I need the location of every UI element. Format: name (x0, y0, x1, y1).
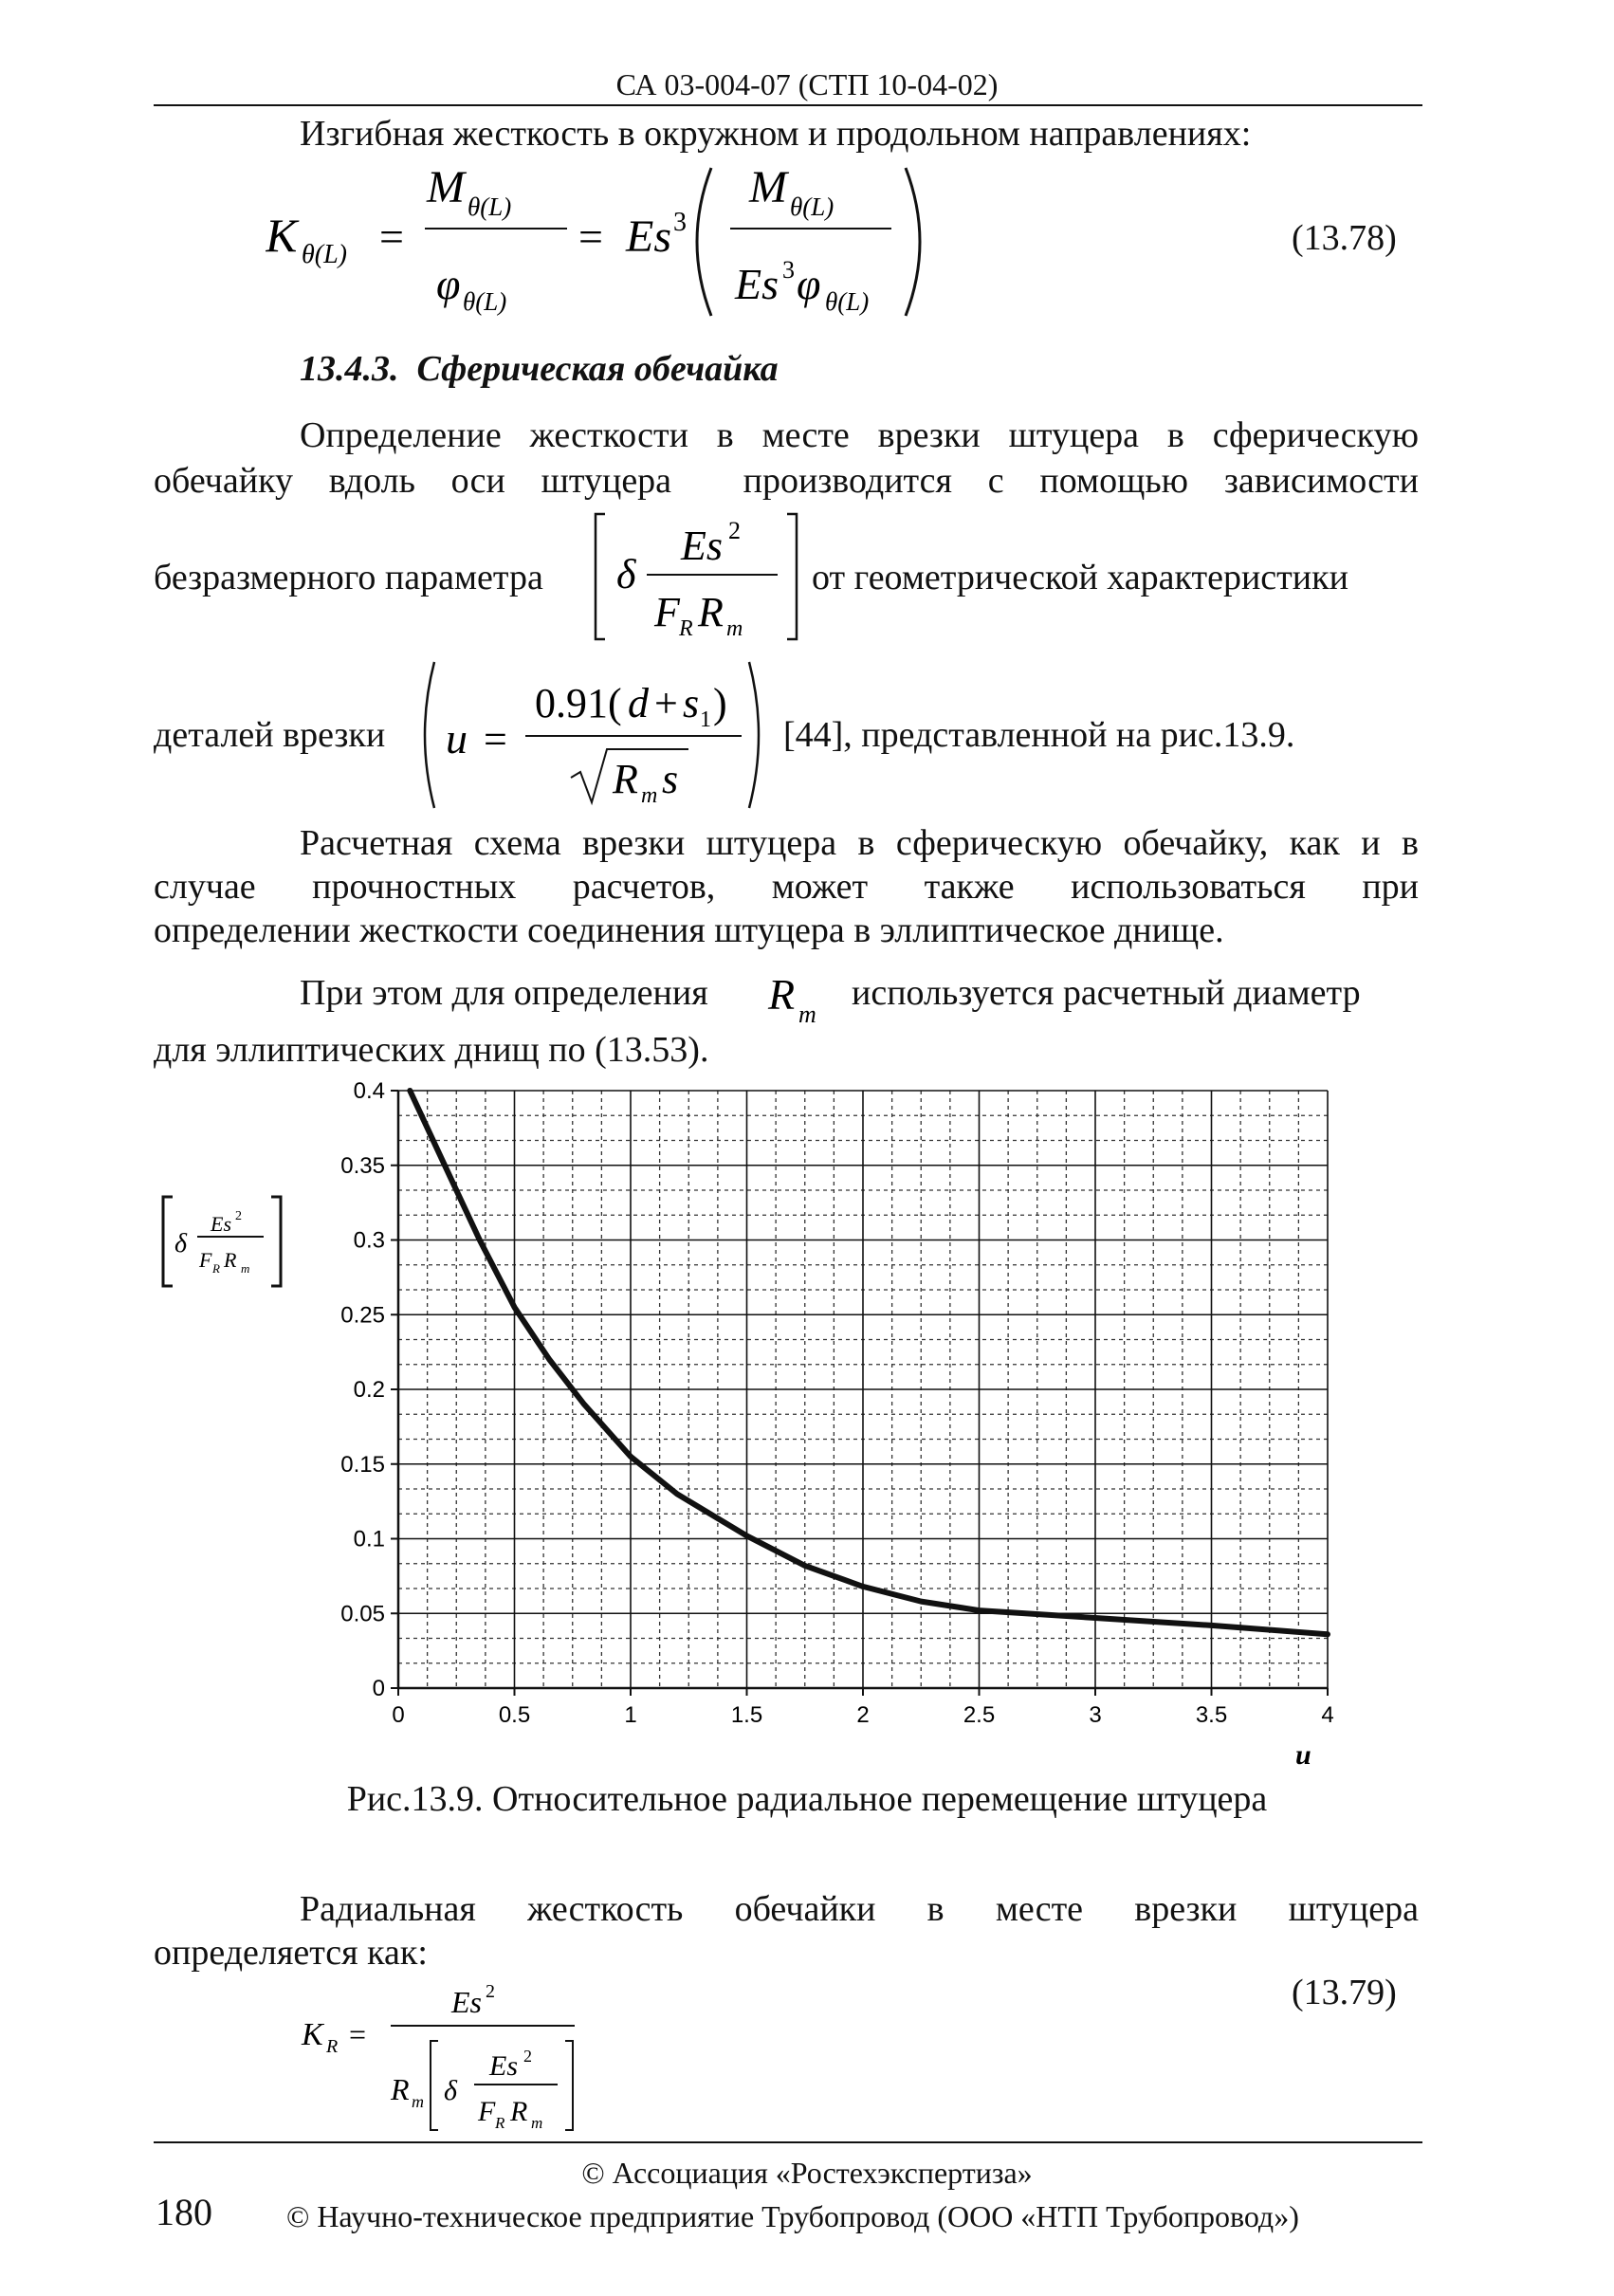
x-tick-label: 3.5 (1195, 1702, 1228, 1728)
svg-text:s: s (662, 756, 679, 802)
svg-text:θ(L): θ(L) (790, 193, 835, 221)
y-tick-label: 0.2 (353, 1377, 385, 1403)
paragraph-3-line-3: определении жесткости соединения штуцера в эллиптическое днище. (154, 910, 1224, 950)
svg-text:R: R (326, 2036, 339, 2057)
svg-text:s: s (683, 680, 700, 726)
svg-text:R: R (679, 616, 693, 641)
svg-text:Es: Es (451, 1985, 482, 2019)
svg-text:δ: δ (444, 2075, 457, 2106)
svg-text:Es: Es (626, 211, 671, 262)
svg-text:+: + (654, 680, 678, 726)
section-heading: 13.4.3. Сферическая обечайка (300, 349, 779, 389)
svg-text:R: R (768, 970, 796, 1019)
svg-text:Es: Es (489, 2050, 518, 2082)
paragraph-2-line-3-left: безразмерного параметра (154, 558, 543, 597)
x-tick-label: 0.5 (498, 1702, 531, 1728)
svg-text:=: = (379, 212, 404, 261)
svg-text:2: 2 (235, 1209, 242, 1223)
svg-text:m: m (798, 1001, 816, 1028)
svg-text:2: 2 (728, 517, 741, 544)
paragraph-4-line-1-left: При этом для определения (300, 973, 708, 1013)
svg-text:3: 3 (673, 208, 687, 237)
svg-text:M: M (427, 162, 465, 212)
svg-text:d: d (628, 680, 649, 726)
footer-copyright-1: © Ассоциация «Ростехэкспертиза» (581, 2156, 1033, 2190)
y-tick-label: 0.15 (340, 1451, 385, 1478)
svg-text:): ) (713, 680, 727, 726)
paragraph-4-line-2: для эллиптических днищ по (13.53). (154, 1030, 709, 1070)
svg-text:R: R (495, 2114, 505, 2132)
dimensionless-parameter-formula (588, 508, 806, 647)
svg-text:3: 3 (782, 256, 795, 284)
svg-text:φ: φ (797, 260, 821, 308)
svg-text:θ(L): θ(L) (463, 287, 507, 316)
svg-text:1: 1 (700, 707, 711, 732)
svg-text:δ: δ (174, 1229, 188, 1258)
x-axis-label: u (1295, 1739, 1311, 1771)
svg-text:R: R (510, 2096, 528, 2127)
svg-text:θ(L): θ(L) (825, 287, 870, 316)
x-tick-label: 2 (856, 1702, 870, 1728)
svg-text:m: m (412, 2092, 424, 2111)
paragraph-bending-stiffness: Изгибная жесткость в окружном и продольном направлениях: (300, 114, 1252, 154)
geometric-characteristic-formula (413, 654, 774, 816)
svg-text:2: 2 (523, 2047, 532, 2066)
doc-code-header: СА 03-004-07 (СТП 10-04-02) (615, 67, 999, 101)
y-tick-label: 0.4 (353, 1081, 385, 1104)
radial-displacement-chart (152, 1081, 1460, 1792)
svg-text:δ: δ (616, 551, 636, 597)
svg-text:R: R (391, 2072, 410, 2106)
paragraph-5-line-1: Радиальная жесткость обечайки в месте врезки штуцера (300, 1889, 1419, 1929)
figure-caption: Рис.13.9. Относительное радиальное перемещение штуцера (346, 1779, 1268, 1819)
svg-text:2: 2 (486, 1981, 495, 2002)
y-tick-label: 0 (372, 1676, 385, 1701)
y-tick-label: 0.05 (340, 1601, 385, 1627)
paragraph-2-line-2: обечайку вдоль оси штуцера производится с помощью зависимости (154, 461, 1419, 501)
x-tick-label: 2.5 (963, 1702, 996, 1728)
svg-text:M: M (749, 162, 787, 212)
y-tick-label: 0.35 (340, 1152, 385, 1179)
y-axis-label (163, 1197, 281, 1286)
svg-text:m: m (241, 1261, 250, 1276)
header-rule (154, 104, 1422, 106)
svg-text:Es: Es (735, 260, 779, 308)
paragraph-2-line-1: Определение жесткости в месте врезки штуцера в сферическую (300, 415, 1419, 455)
svg-text:θ(L): θ(L) (468, 193, 512, 221)
svg-text:φ: φ (436, 260, 461, 308)
svg-text:R: R (613, 756, 638, 802)
svg-text:=: = (578, 212, 603, 261)
paragraph-2-line-4-left: деталей врезки (154, 715, 386, 755)
footer-copyright-2: © Научно-техническое предприятие Трубопровод (ООО «НТП Трубопровод») (286, 2199, 1299, 2233)
x-tick-label: 1.5 (730, 1702, 763, 1728)
svg-text:R: R (698, 589, 724, 635)
svg-text:F: F (478, 2096, 496, 2127)
y-tick-label: 0.3 (353, 1227, 385, 1254)
footer-rule (154, 2141, 1422, 2143)
svg-text:m: m (641, 783, 658, 808)
svg-text:K: K (302, 2017, 323, 2052)
paragraph-2-line-3-right: от геометрической характеристики (812, 558, 1348, 597)
paragraph-3-line-1: Расчетная схема врезки штуцера в сферическую обечайку, как и в (300, 823, 1419, 863)
paragraph-5-line-2: определяется как: (154, 1933, 428, 1973)
svg-text:=: = (484, 716, 507, 762)
rm-symbol (764, 967, 835, 1034)
equation-number-13-78: (13.78) (1292, 218, 1397, 258)
y-tick-label: 0.25 (340, 1302, 385, 1329)
svg-text:R: R (212, 1261, 220, 1276)
svg-text:=: = (349, 2017, 367, 2051)
svg-text:Es: Es (681, 523, 723, 569)
paragraph-3-line-2: случае прочностных расчетов, может также использоваться при (154, 867, 1419, 907)
equation-number-13-79: (13.79) (1292, 1973, 1397, 2012)
svg-text:0.91(: 0.91( (535, 680, 622, 726)
svg-text:θ(L): θ(L) (302, 240, 347, 269)
x-tick-label: 3 (1089, 1702, 1102, 1728)
y-tick-label: 0.1 (353, 1526, 385, 1552)
x-tick-label: 0 (392, 1702, 405, 1728)
x-tick-label: 4 (1321, 1702, 1334, 1728)
svg-text:R: R (224, 1248, 237, 1272)
paragraph-4-line-1-right: используется расчетный диаметр (852, 973, 1361, 1013)
svg-text:u: u (446, 714, 468, 762)
x-tick-label: 1 (624, 1702, 637, 1728)
chart-curve-series (410, 1091, 1328, 1634)
svg-text:m: m (531, 2114, 543, 2132)
svg-text:F: F (199, 1248, 212, 1272)
svg-text:Es: Es (211, 1212, 231, 1236)
svg-text:K: K (266, 209, 298, 262)
equation-13-78 (266, 156, 967, 327)
paragraph-2-line-4-right: [44], представленной на рис.13.9. (783, 715, 1295, 755)
page-number: 180 (156, 2191, 212, 2233)
equation-13-79 (300, 1978, 584, 2136)
svg-text:m: m (726, 616, 743, 641)
svg-text:F: F (654, 589, 680, 635)
